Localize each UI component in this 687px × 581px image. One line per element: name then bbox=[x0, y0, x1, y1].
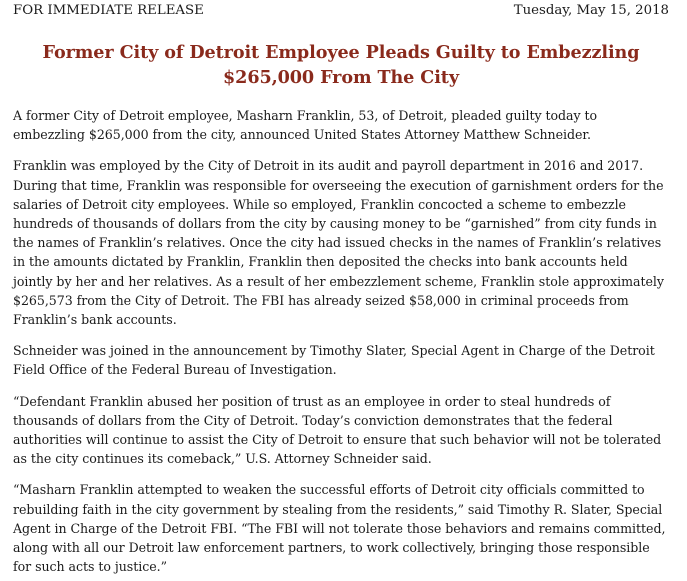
release-label: FOR IMMEDIATE RELEASE bbox=[13, 3, 204, 18]
headline-line-2: $265,000 From The City bbox=[223, 67, 459, 88]
release-date: Tuesday, May 15, 2018 bbox=[513, 3, 669, 18]
headline bbox=[13, 40, 669, 90]
paragraph-fbi-quote: “Masharn Franklin attempted to weaken the successful efforts of Detroit city officials committed to rebuilding faith in the city government by stealing from the residents,” said Timothy R. Slater, Special Agent in Charge of the Detroit FBI. “The FBI will not tolerate those behaviors and remains committed, along with all our Detroit law enforcement partners, to work collectively, bringing those responsible for such acts to justice.” bbox=[13, 482, 666, 575]
release-header bbox=[13, 0, 669, 19]
headline-line-1: Former City of Detroit Employee Pleads Guilty to Embezzling bbox=[42, 42, 640, 63]
paragraph-attorney-quote: “Defendant Franklin abused her position of trust as an employee in order to steal hundreds of thousands of dollars from the City of Detroit. Today’s conviction demonstrates that the federal authorities will continue to assist the City of Detroit to ensure that such behavior will not be tolerated as the city continues its comeback,” U.S. Attorney Schneider said. bbox=[13, 393, 662, 467]
paragraph-fbi-joined: Schneider was joined in the announcement by Timothy Slater, Special Agent in Charge of the Detroit Field Office of the Federal Bureau of Investigation. bbox=[13, 343, 655, 378]
paragraph-scheme: Franklin was employed by the City of Detroit in its audit and payroll department in 2016 and 2017. During that time, Franklin was responsible for overseeing the execution of garnishment orders for the salaries of Detroit city employees. While so employed, Franklin concocted a scheme to embezzle hundreds of thousands of dollars from the city by causing money to be “garnished” from city funds in the names of Franklin’s relatives. Once the city had issued checks in the names of Franklin’s relatives in the amounts dictated by Franklin, Franklin then deposited the checks into bank accounts held jointly by her and her relatives. As a result of her embezzlement scheme, Franklin stole approximately $265,573 from the City of Detroit. The FBI has already seized $58,000 in criminal proceeds from Franklin’s bank accounts. bbox=[13, 158, 664, 328]
paragraph-announcement: A former City of Detroit employee, Masharn Franklin, 53, of Detroit, pleaded guilty today to embezzling $265,000 from the city, announced United States Attorney Matthew Schneider. bbox=[13, 108, 598, 143]
article-body bbox=[13, 106, 669, 576]
